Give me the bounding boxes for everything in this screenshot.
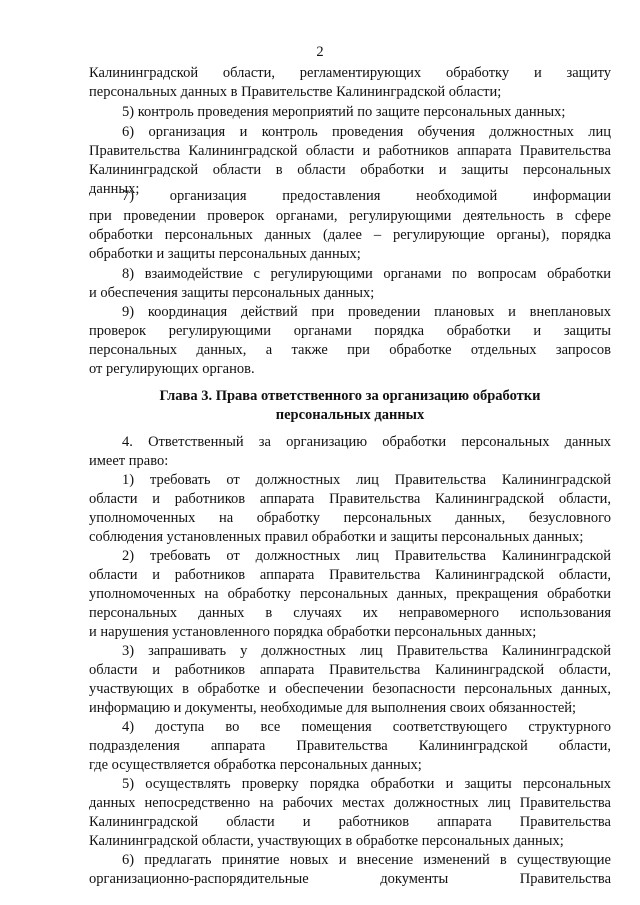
text-line: где осуществляется обработка персональных данных; (89, 757, 422, 773)
text-line: данных; (89, 181, 140, 197)
text-line: и нарушения установленного порядка обработки персональных данных; (89, 624, 537, 640)
list-item-6: 6) организация и контроль проведения обучения должностных лиц (122, 124, 611, 140)
list-item-9: 9) координация действий при проведении плановых и внеплановых (122, 304, 611, 320)
right-item-1: 1) требовать от должностных лиц Правительства Калининградской (122, 472, 611, 488)
text-line: данных непосредственно на рабочих местах должностных лиц Правительства (89, 795, 611, 811)
text-line: области и работников аппарата Правительства Калининградской области, (89, 567, 611, 583)
page-number: 2 (316, 44, 324, 60)
list-item-7: 7) организация предоставления необходимой информации (122, 188, 611, 204)
text-line: проверок регулирующими органами порядка обработки и защиты (89, 323, 611, 339)
right-item-6: 6) предлагать принятие новых и внесение изменений в существующие (122, 852, 611, 868)
text-line: организационно-распорядительные документы Правительства (89, 871, 611, 887)
right-item-5: 5) осуществлять проверку порядка обработки и защиты персональных (122, 776, 611, 792)
text-line: персональных данных в случаях их неправомерного использования (89, 605, 611, 621)
text-line: информацию и документы, необходимые для выполнения своих обязанностей; (89, 700, 577, 716)
text-line: от регулирующих органов. (89, 361, 255, 377)
text-line: Правительства Калининградской области и работников аппарата Правительства (89, 143, 611, 159)
text-line: и обеспечения защиты персональных данных; (89, 285, 375, 301)
text-line: области и работников аппарата Правительства Калининградской области, (89, 662, 611, 678)
chapter-title: Глава 3. Права ответственного за организацию обработки (159, 388, 541, 404)
text-line: уполномоченных на обработку персональных данных, безусловного (89, 510, 611, 526)
text-line: уполномоченных на обработку персональных данных, прекращения обработки (89, 586, 611, 602)
text-line: Калининградской области и работников аппарата Правительства (89, 814, 611, 830)
clause-4: 4. Ответственный за организацию обработки персональных данных (122, 434, 611, 450)
text-line: имеет право: (89, 453, 169, 469)
text-line: соблюдения установленных правил обработки и защиты персональных данных; (89, 529, 584, 545)
right-item-3: 3) запрашивать у должностных лиц Правительства Калининградской (122, 643, 611, 659)
right-item-2: 2) требовать от должностных лиц Правительства Калининградской (122, 548, 611, 564)
text-line: обработки и защиты персональных данных; (89, 246, 361, 262)
text-line: Калининградской области в области обработки и защиты персональных (89, 162, 611, 178)
text-line: участвующих в обработке и обеспечении безопасности персональных данных, (89, 681, 611, 697)
chapter-title: персональных данных (275, 407, 425, 423)
text-line: Калининградской области, регламентирующих обработку и защиту (89, 65, 611, 81)
text-line: персональных данных в Правительстве Калининградской области; (89, 84, 502, 100)
text-line: персональных данных, а также при обработке отдельных запросов (89, 342, 611, 358)
right-item-4: 4) доступа во все помещения соответствующего структурного (122, 719, 611, 735)
text-line: подразделения аппарата Правительства Калининградской области, (89, 738, 611, 754)
text-line: обработки персональных данных (далее – регулирующие органы), порядка (89, 227, 611, 243)
text-line: Калининградской области, участвующих в обработке персональных данных; (89, 833, 564, 849)
text-line: при проведении проверок органами, регулирующими деятельность в сфере (89, 208, 611, 224)
text-line: области и работников аппарата Правительства Калининградской области, (89, 491, 611, 507)
list-item-5: 5) контроль проведения мероприятий по защите персональных данных; (122, 104, 566, 120)
list-item-8: 8) взаимодействие с регулирующими органами по вопросам обработки (122, 266, 611, 282)
